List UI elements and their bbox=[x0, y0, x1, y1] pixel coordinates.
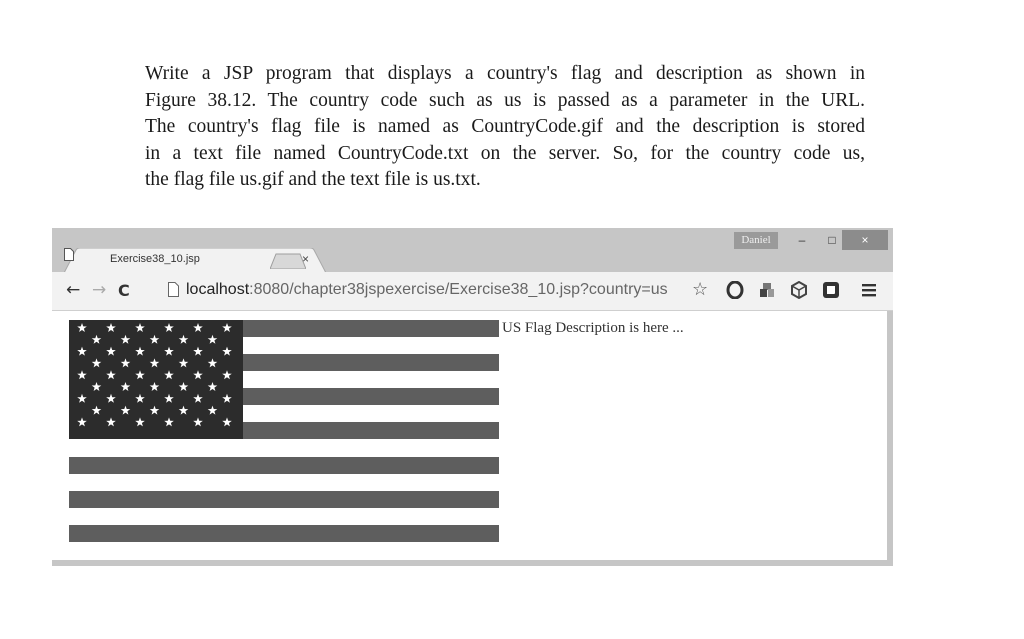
forward-button[interactable]: → bbox=[92, 280, 107, 300]
page-content bbox=[52, 311, 887, 560]
pocket-icon[interactable] bbox=[822, 281, 840, 299]
bookmark-star-icon[interactable]: ☆ bbox=[692, 279, 709, 300]
address-bar[interactable] bbox=[186, 281, 668, 299]
reload-button[interactable]: C bbox=[118, 281, 130, 300]
close-icon[interactable]: × bbox=[302, 252, 310, 266]
page-icon bbox=[64, 248, 74, 261]
close-window-button[interactable]: × bbox=[842, 230, 888, 250]
title-bar bbox=[52, 228, 893, 272]
opera-icon[interactable] bbox=[726, 281, 744, 299]
minimize-button[interactable]: – bbox=[798, 233, 806, 247]
maximize-button[interactable]: □ bbox=[828, 233, 836, 247]
us-flag-image bbox=[69, 320, 499, 542]
flag-description: US Flag Description is here ... bbox=[502, 320, 684, 336]
problem-line: Write a JSP program that displays a country's flag and description as shown in bbox=[145, 63, 865, 84]
problem-line: Figure 38.12. The country code such as us is passed as a parameter in the URL. bbox=[145, 89, 865, 111]
problem-line: The country's flag file is named as CountryCode.gif and the description is stored bbox=[145, 116, 865, 137]
extension-icon[interactable] bbox=[758, 281, 776, 299]
tab-title: Exercise38_10.jsp bbox=[110, 253, 200, 265]
profile-button[interactable]: Daniel bbox=[734, 232, 778, 249]
url-host: localhost bbox=[186, 281, 250, 298]
problem-statement bbox=[145, 61, 865, 194]
toolbar bbox=[52, 272, 893, 311]
problem-line: the flag file us.gif and the text file is us.txt. bbox=[145, 169, 481, 190]
menu-icon[interactable] bbox=[862, 283, 876, 297]
new-tab-button[interactable] bbox=[270, 253, 306, 269]
problem-line: in a text file named CountryCode.txt on the server. So, for the country code us, bbox=[145, 142, 865, 164]
page-icon bbox=[168, 282, 179, 297]
back-button[interactable]: ← bbox=[66, 280, 81, 300]
cube-icon[interactable] bbox=[790, 281, 808, 299]
browser-window bbox=[52, 228, 893, 566]
flag-canton bbox=[69, 320, 243, 439]
url-path: :8080/chapter38jspexercise/Exercise38_10.jsp?country=us bbox=[249, 281, 668, 298]
